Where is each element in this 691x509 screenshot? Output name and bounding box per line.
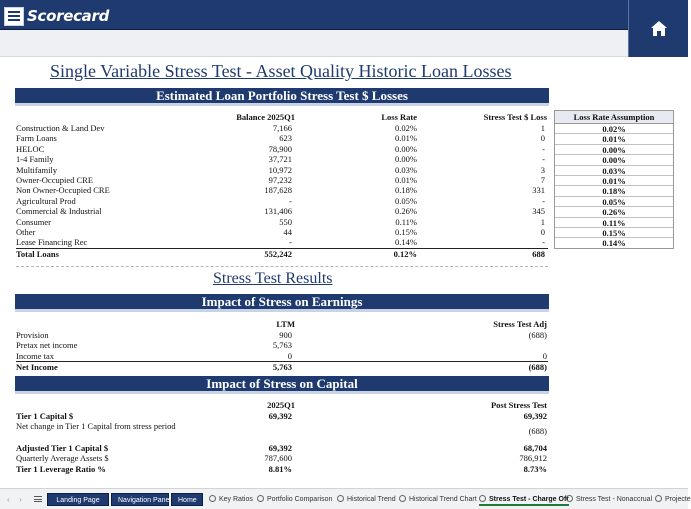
tab-sheet[interactable] bbox=[257, 493, 332, 506]
tab-label: Projecte bbox=[665, 496, 691, 503]
row-label: HELOC bbox=[16, 143, 45, 154]
view-icon bbox=[399, 495, 406, 502]
table-row bbox=[16, 217, 548, 227]
row-post: 68,704 bbox=[523, 442, 547, 453]
row-adj: (688) bbox=[528, 330, 547, 340]
row-stress-loss: - bbox=[542, 195, 545, 206]
net-income-row bbox=[16, 361, 548, 371]
row-label: Income tax bbox=[16, 350, 54, 361]
row-loss-rate: 0.01% bbox=[395, 175, 417, 185]
row-balance: 623 bbox=[279, 133, 292, 144]
table-row bbox=[16, 154, 548, 164]
view-icon bbox=[479, 495, 486, 502]
row-current: 69,392 bbox=[268, 411, 292, 421]
row-adj: (688) bbox=[528, 362, 547, 373]
row-label: Consumer bbox=[16, 216, 51, 227]
header-ltm: LTM bbox=[276, 319, 295, 329]
row-balance: 10,972 bbox=[268, 164, 292, 175]
tab-sheet[interactable] bbox=[337, 493, 396, 506]
row-ltm: 5,763 bbox=[272, 362, 292, 373]
row-loss-rate: 0.00% bbox=[395, 143, 417, 154]
table-row bbox=[16, 133, 548, 143]
row-ltm: 900 bbox=[279, 330, 292, 340]
row-stress-loss: - bbox=[542, 154, 545, 165]
row-label: Net change in Tier 1 Capital from stress period bbox=[16, 421, 176, 432]
tab-landing-page[interactable]: Landing Page bbox=[47, 493, 109, 506]
row-label: Commercial & Industrial bbox=[16, 206, 102, 217]
row-ltm: 0 bbox=[287, 350, 292, 361]
row-label: Quarterly Average Assets $ bbox=[16, 453, 109, 464]
capital-band-title: Impact of Stress on Capital bbox=[206, 376, 358, 391]
row-loss-rate: 0.02% bbox=[395, 123, 417, 133]
row-balance: 187,628 bbox=[264, 185, 292, 196]
row-balance: 550 bbox=[279, 216, 292, 227]
row-loss-rate: 0.01% bbox=[395, 133, 417, 144]
scroll-left-icon[interactable]: ‹ bbox=[7, 495, 10, 504]
earnings-band-title: Impact of Stress on Earnings bbox=[201, 294, 363, 309]
row-stress-loss: - bbox=[542, 143, 545, 154]
row-post: (688) bbox=[528, 426, 547, 437]
total-balance: 552,242 bbox=[264, 248, 292, 259]
tab-label: Historical Trend bbox=[347, 496, 396, 503]
assumption-cell[interactable]: 0.03% bbox=[555, 166, 673, 176]
table-row bbox=[16, 206, 548, 216]
header-loss-rate: Loss Rate bbox=[381, 112, 417, 122]
row-label: Lease Financing Rec bbox=[16, 237, 88, 248]
tab-sheet[interactable] bbox=[479, 493, 569, 506]
row-balance: 37,721 bbox=[268, 154, 292, 165]
header-2025q1: 2025Q1 bbox=[267, 400, 295, 410]
table-row bbox=[16, 123, 548, 133]
row-stress-loss: 1 bbox=[540, 216, 545, 227]
row-post: 69,392 bbox=[523, 411, 547, 421]
row-loss-rate: 0.00% bbox=[395, 154, 417, 165]
header-stress-loss: Stress Test $ Loss bbox=[483, 112, 547, 122]
sheet-tab-bar bbox=[0, 488, 691, 509]
tab-home[interactable]: Home bbox=[171, 493, 203, 506]
tab-sheet[interactable] bbox=[209, 493, 253, 506]
view-icon bbox=[337, 495, 344, 502]
row-label: Multifamily bbox=[16, 164, 58, 175]
row-label: Other bbox=[16, 227, 36, 237]
home-icon bbox=[650, 20, 668, 37]
view-icon bbox=[655, 495, 662, 502]
row-label: 1-4 Family bbox=[16, 154, 54, 165]
row-balance: - bbox=[289, 237, 292, 248]
capital-band bbox=[15, 376, 549, 394]
row-stress-loss: 0 bbox=[540, 227, 545, 237]
tab-sheet[interactable] bbox=[655, 493, 691, 506]
row-stress-loss: 331 bbox=[532, 185, 545, 196]
tab-label: Historical Trend Chart bbox=[409, 496, 477, 503]
tab-navigation-pane[interactable]: Navigation Pane bbox=[111, 493, 169, 506]
home-button[interactable] bbox=[628, 0, 688, 57]
assumption-cell[interactable]: 0.05% bbox=[555, 197, 673, 207]
table-row bbox=[16, 144, 548, 154]
assumption-cell[interactable]: 0.18% bbox=[555, 186, 673, 196]
logo-text: Scorecard bbox=[27, 7, 110, 25]
row-label: Farm Loans bbox=[16, 133, 57, 144]
row-loss-rate: 0.03% bbox=[395, 164, 417, 175]
row-label: Owner-Occupied CRE bbox=[16, 175, 94, 185]
table-row bbox=[16, 165, 548, 175]
row-current: 787,600 bbox=[264, 453, 292, 464]
loss-rate-assumption-header: Loss Rate Assumption bbox=[555, 111, 673, 124]
assumption-cell[interactable]: 0.15% bbox=[555, 228, 673, 238]
row-current: 69,392 bbox=[268, 442, 292, 453]
row-label: Net Income bbox=[16, 362, 58, 373]
row-ltm: 5,763 bbox=[272, 340, 292, 351]
tab-label: Stress Test - Charge Off bbox=[489, 496, 569, 503]
assumption-cell[interactable]: 0.01% bbox=[555, 176, 673, 186]
row-stress-loss: 0 bbox=[540, 133, 545, 144]
table-row bbox=[16, 421, 548, 442]
loss-rate-assumption-panel bbox=[554, 110, 674, 249]
assumption-cell[interactable]: 0.00% bbox=[555, 145, 673, 155]
scroll-right-icon[interactable]: › bbox=[19, 495, 22, 504]
tab-label: Portfolio Comparison bbox=[267, 496, 333, 503]
table-row bbox=[16, 411, 548, 421]
assumption-cell[interactable]: 0.01% bbox=[555, 134, 673, 144]
row-label: Tier 1 Capital $ bbox=[16, 411, 74, 421]
row-balance: - bbox=[289, 195, 292, 206]
row-balance: 97,232 bbox=[268, 175, 292, 185]
row-post: 8.73% bbox=[523, 463, 547, 474]
header-post-stress: Post Stress Test bbox=[490, 400, 547, 410]
table-row bbox=[16, 351, 548, 361]
tab-sheet[interactable] bbox=[566, 493, 652, 506]
row-loss-rate: 0.14% bbox=[395, 237, 417, 248]
row-stress-loss: 7 bbox=[540, 175, 545, 185]
page-title: Single Variable Stress Test - Asset Quality Historic Loan Losses bbox=[50, 61, 512, 81]
table-row bbox=[16, 330, 548, 340]
assumption-cell[interactable]: 0.26% bbox=[555, 207, 673, 217]
table-row bbox=[16, 443, 548, 453]
top-bar bbox=[0, 0, 688, 30]
total-rate: 0.12% bbox=[393, 248, 417, 259]
row-label: Construction & Land Dev bbox=[16, 123, 105, 133]
row-stress-loss: - bbox=[542, 237, 545, 248]
total-loss: 688 bbox=[532, 248, 545, 259]
tab-label: Key Ratios bbox=[219, 496, 253, 503]
header-balance: Balance 2025Q1 bbox=[236, 112, 295, 122]
losses-band-title: Estimated Loan Portfolio Stress Test $ Losses bbox=[156, 88, 408, 103]
row-loss-rate: 0.05% bbox=[395, 195, 417, 206]
header-stress-adj: Stress Test Adj bbox=[493, 319, 547, 329]
table-row bbox=[16, 175, 548, 185]
tab-label: Stress Test - Nonaccrual bbox=[576, 496, 653, 503]
earnings-band bbox=[15, 294, 549, 312]
row-balance: 78,900 bbox=[268, 143, 292, 154]
tab-sheet[interactable] bbox=[399, 493, 477, 506]
row-current: 8.81% bbox=[268, 463, 292, 474]
table-row bbox=[16, 196, 548, 206]
table-row bbox=[16, 340, 548, 350]
scorecard-icon bbox=[4, 7, 24, 26]
table-row bbox=[16, 227, 548, 237]
row-balance: 7,166 bbox=[272, 123, 292, 133]
assumption-cell[interactable]: 0.14% bbox=[602, 238, 626, 249]
row-label: Pretax net income bbox=[16, 340, 78, 351]
row-loss-rate: 0.15% bbox=[395, 227, 417, 237]
sheet-menu-icon[interactable] bbox=[34, 496, 42, 502]
table-row bbox=[16, 185, 548, 195]
assumption-cell[interactable]: 0.02% bbox=[555, 124, 673, 134]
row-stress-loss: 3 bbox=[540, 164, 545, 175]
view-icon bbox=[257, 495, 264, 502]
row-label: Provision bbox=[16, 330, 49, 340]
row-balance: 44 bbox=[283, 227, 292, 237]
section-divider bbox=[16, 266, 548, 267]
row-stress-loss: 345 bbox=[532, 206, 545, 217]
row-post: 786,912 bbox=[519, 453, 547, 464]
row-loss-rate: 0.26% bbox=[395, 206, 417, 217]
row-label: Non Owner-Occupied CRE bbox=[16, 185, 110, 196]
row-label: Tier 1 Leverage Ratio % bbox=[16, 463, 106, 474]
results-title: Stress Test Results bbox=[213, 270, 333, 287]
table-row bbox=[16, 464, 548, 474]
table-row bbox=[16, 237, 548, 247]
total-row bbox=[16, 248, 548, 259]
view-icon bbox=[209, 495, 216, 502]
row-loss-rate: 0.18% bbox=[395, 185, 417, 196]
row-balance: 131,406 bbox=[264, 206, 292, 217]
app-logo bbox=[4, 6, 109, 26]
view-icon bbox=[566, 495, 573, 502]
assumption-cell[interactable]: 0.00% bbox=[555, 155, 673, 165]
row-label: Adjusted Tier 1 Capital $ bbox=[16, 442, 109, 453]
sub-bar bbox=[0, 30, 628, 57]
table-row bbox=[16, 453, 548, 463]
row-adj: 0 bbox=[542, 350, 547, 361]
row-label: Agricultural Prod bbox=[16, 195, 76, 206]
row-loss-rate: 0.11% bbox=[395, 216, 417, 227]
total-label: Total Loans bbox=[16, 248, 59, 259]
assumption-cell[interactable]: 0.11% bbox=[555, 218, 673, 228]
losses-band bbox=[15, 88, 549, 106]
row-stress-loss: 1 bbox=[540, 123, 545, 133]
